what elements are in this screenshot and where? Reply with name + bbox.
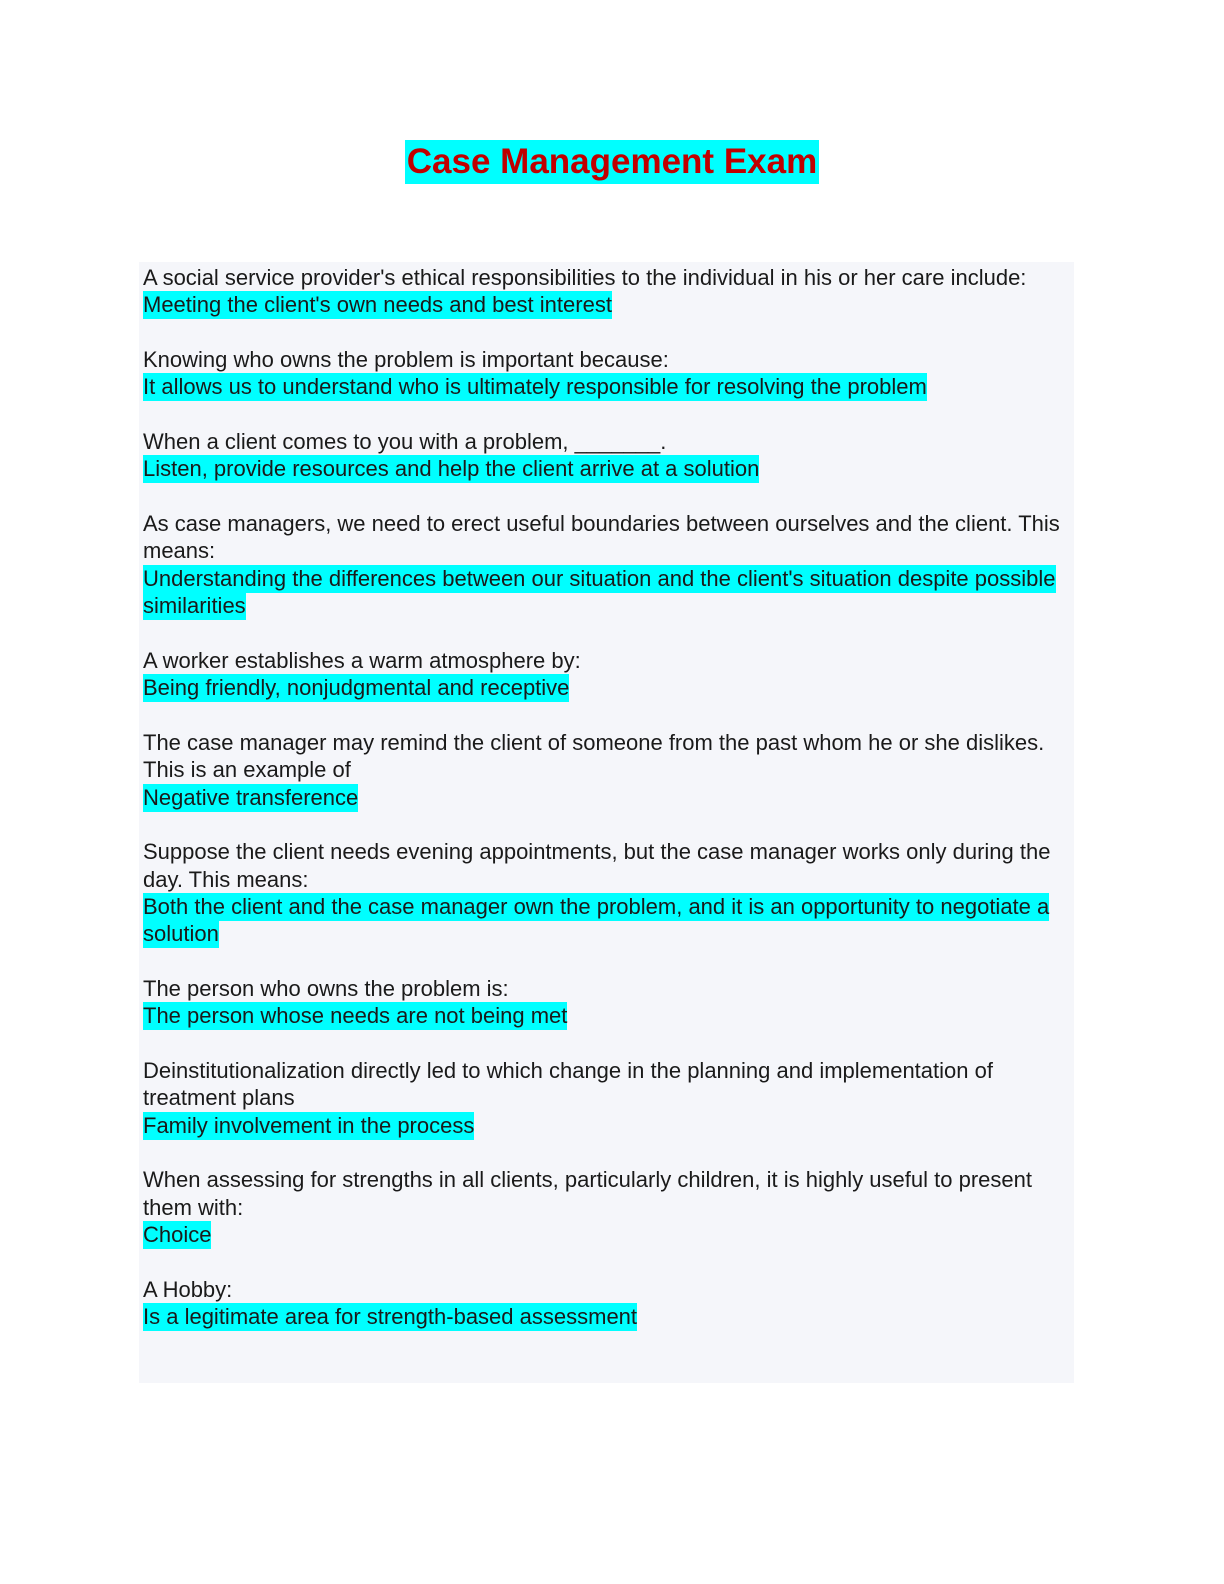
highlighted-answer: The person whose needs are not being met bbox=[143, 1003, 568, 1029]
qa-item bbox=[143, 838, 1068, 948]
qa-item bbox=[143, 510, 1068, 620]
question-text: As case managers, we need to erect useful boundaries between ourselves and the client. This means: bbox=[143, 511, 1060, 564]
highlighted-answer: Listen, provide resources and help the client arrive at a solution bbox=[143, 456, 760, 482]
qa-item bbox=[143, 1057, 1068, 1139]
qa-item bbox=[143, 975, 1068, 1030]
question-text: The person who owns the problem is: bbox=[143, 976, 509, 1002]
qa-item bbox=[143, 264, 1068, 319]
highlighted-answer: It allows us to understand who is ultimately responsible for resolving the problem bbox=[143, 374, 927, 400]
question-text: When a client comes to you with a problem, _______. bbox=[143, 429, 667, 454]
qa-list bbox=[143, 264, 1068, 1358]
qa-item bbox=[143, 1166, 1068, 1248]
highlighted-answer: Is a legitimate area for strength-based assessment bbox=[143, 1304, 638, 1330]
page-title-text: Case Management Exam bbox=[405, 140, 819, 184]
highlighted-answer: Meeting the client's own needs and best interest bbox=[143, 292, 612, 318]
qa-item bbox=[143, 647, 1068, 702]
question-text: Deinstitutionalization directly led to which change in the planning and implementation of treatment plans bbox=[143, 1058, 993, 1111]
highlighted-answer: Understanding the differences between our situation and the client's situation despite possible similarities bbox=[143, 565, 1056, 619]
question-text: A Hobby: bbox=[143, 1276, 233, 1302]
highlighted-answer: Negative transference bbox=[143, 784, 359, 810]
question-text: A social service provider's ethical responsibilities to the individual in his or her care include: bbox=[143, 265, 1027, 290]
page-title bbox=[0, 140, 1224, 184]
qa-item bbox=[143, 428, 1068, 483]
question-text: Knowing who owns the problem is important because: bbox=[143, 347, 669, 372]
qa-item bbox=[143, 1276, 1068, 1331]
question-text: When assessing for strengths in all clients, particularly children, it is highly useful to present them with: bbox=[143, 1167, 1032, 1220]
question-text: A worker establishes a warm atmosphere by: bbox=[143, 647, 581, 673]
question-text: Suppose the client needs evening appointments, but the case manager works only during the day. This means: bbox=[143, 839, 1051, 892]
qa-item bbox=[143, 346, 1068, 401]
qa-item bbox=[143, 729, 1068, 811]
highlighted-answer: Choice bbox=[143, 1222, 212, 1248]
highlighted-answer: Both the client and the case manager own the problem, and it is an opportunity to negotiate a solution bbox=[143, 894, 1050, 947]
question-text: The case manager may remind the client of someone from the past whom he or she dislikes. This is an example of bbox=[143, 729, 1045, 783]
highlighted-answer: Being friendly, nonjudgmental and receptive bbox=[143, 675, 570, 701]
highlighted-answer: Family involvement in the process bbox=[143, 1112, 475, 1138]
